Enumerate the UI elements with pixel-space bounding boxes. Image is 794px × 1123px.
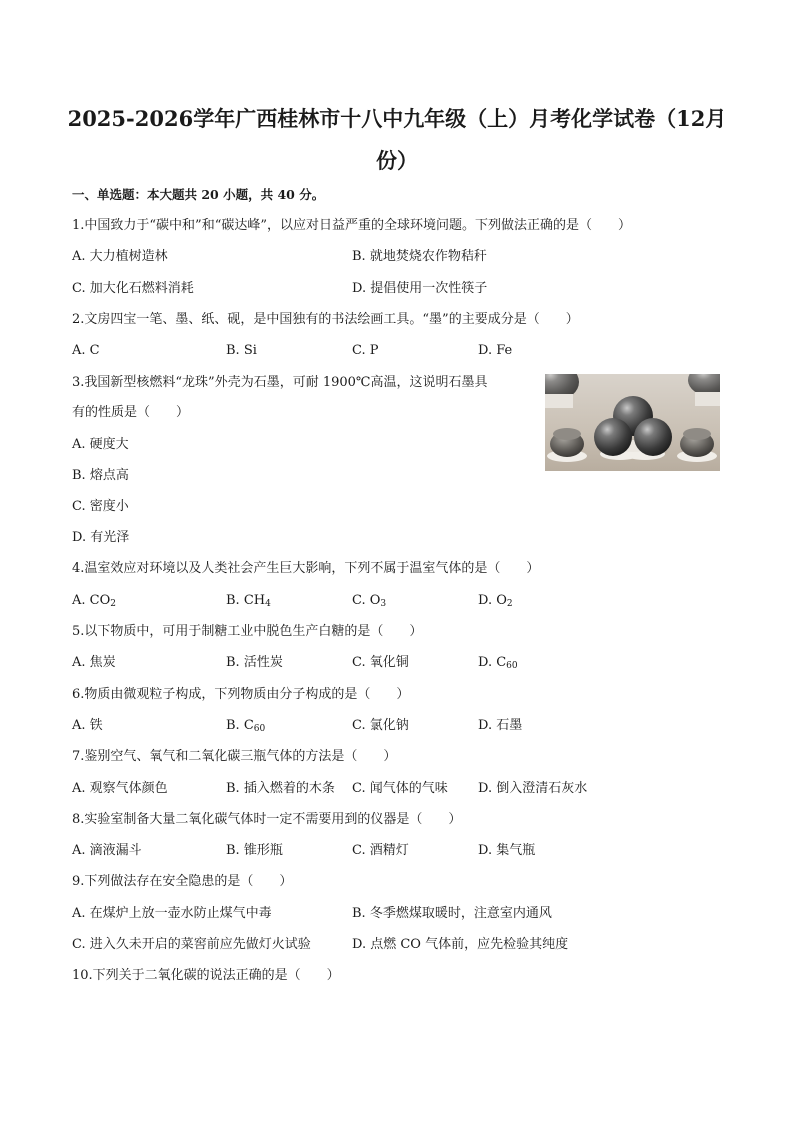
q3-stem-line1: 3.我国新型核燃料“龙珠”外壳为石墨，可耐 1900℃高温，这说明石墨具	[72, 375, 488, 390]
q8-option-c: C. 酒精灯	[352, 843, 409, 858]
graphite-spheres-photo	[545, 374, 720, 471]
q1-stem: 1.中国致力于“碳中和”和“碳达峰”，以应对日益严重的全球环境问题。下列做法正确的是（ ）	[72, 218, 631, 233]
q4-option-b: B. $CH_4$	[226, 593, 271, 609]
q1-option-a: A. 大力植树造林	[72, 249, 168, 264]
q5-option-b: B. 活性炭	[226, 655, 283, 670]
q5-option-c: C. 氧化铜	[352, 655, 409, 670]
q5-stem: 5.以下物质中，可用于制糖工业中脱色生产白糖的是（ ）	[72, 624, 423, 639]
q2-option-d: D. Fe	[478, 343, 513, 358]
q5-option-a: A. 焦炭	[72, 655, 116, 670]
q1-option-d: D. 提倡使用一次性筷子	[352, 281, 488, 296]
exam-title	[60, 98, 734, 182]
q8-option-b: B. 锥形瓶	[226, 843, 283, 858]
q4-option-c: C. $O_3$	[352, 593, 387, 609]
section-heading: 一、单选题：本大题共 20 小题，共 40 分。	[72, 187, 325, 202]
exam-title-line1: 2025-2026学年广西桂林市十八中九年级（上）月考化学试卷（12月	[67, 106, 727, 131]
q4-option-d: D. $O_2$	[478, 593, 513, 609]
q6-option-d: D. 石墨	[478, 718, 523, 733]
q2-option-c: C. P	[352, 343, 379, 358]
q9-option-d: D. 点燃 CO 气体前，应先检验其纯度	[352, 937, 569, 952]
q3-option-a: A. 硬度大	[72, 437, 129, 452]
q6-option-a: A. 铁	[72, 718, 103, 733]
q9-option-a: A. 在煤炉上放一壶水防止煤气中毒	[72, 906, 272, 921]
q7-option-b: B. 插入燃着的木条	[226, 781, 335, 796]
q9-stem: 9.下列做法存在安全隐患的是（ ）	[72, 874, 293, 889]
q2-option-b: B. Si	[226, 343, 257, 358]
q1-option-c: C. 加大化石燃料消耗	[72, 281, 194, 296]
q4-stem: 4.温室效应对环境以及人类社会产生巨大影响，下列不属于温室气体的是（ ）	[72, 561, 540, 576]
q7-option-a: A. 观察气体颜色	[72, 781, 168, 796]
q5-option-d: D. $C_{60}$	[478, 655, 518, 671]
q8-option-d: D. 集气瓶	[478, 843, 536, 858]
q2-option-a: A. C	[72, 343, 100, 358]
q3-option-c: C. 密度小	[72, 499, 129, 514]
q1-option-b: B. 就地焚烧农作物秸秆	[352, 249, 487, 264]
q8-stem: 8.实验室制备大量二氧化碳气体时一定不需要用到的仪器是（ ）	[72, 812, 462, 827]
q7-stem: 7.鉴别空气、氧气和二氧化碳三瓶气体的方法是（ ）	[72, 749, 397, 764]
q7-option-c: C. 闻气体的气味	[352, 781, 448, 796]
exam-title-line2: 份）	[376, 148, 418, 173]
q3-option-d: D. 有光泽	[72, 530, 130, 545]
q4-option-a: A. $CO_2$	[72, 593, 116, 609]
q3-stem-line2: 有的性质是（ ）	[72, 405, 190, 420]
q8-option-a: A. 滴液漏斗	[72, 843, 142, 858]
q6-stem: 6.物质由微观粒子构成，下列物质由分子构成的是（ ）	[72, 687, 410, 702]
q9-option-b: B. 冬季燃煤取暖时，注意室内通风	[352, 906, 552, 921]
q6-option-c: C. 氯化钠	[352, 718, 409, 733]
q10-stem: 10.下列关于二氧化碳的说法正确的是（ ）	[72, 968, 340, 983]
q6-option-b: B. $C_{60}$	[226, 718, 266, 734]
q9-option-c: C. 进入久未开启的菜窖前应先做灯火试验	[72, 937, 311, 952]
q3-option-b: B. 熔点高	[72, 468, 129, 483]
q7-option-d: D. 倒入澄清石灰水	[478, 781, 588, 796]
q2-stem: 2.文房四宝一笔、墨、纸、砚，是中国独有的书法绘画工具。“墨”的主要成分是（ ）	[72, 312, 579, 327]
